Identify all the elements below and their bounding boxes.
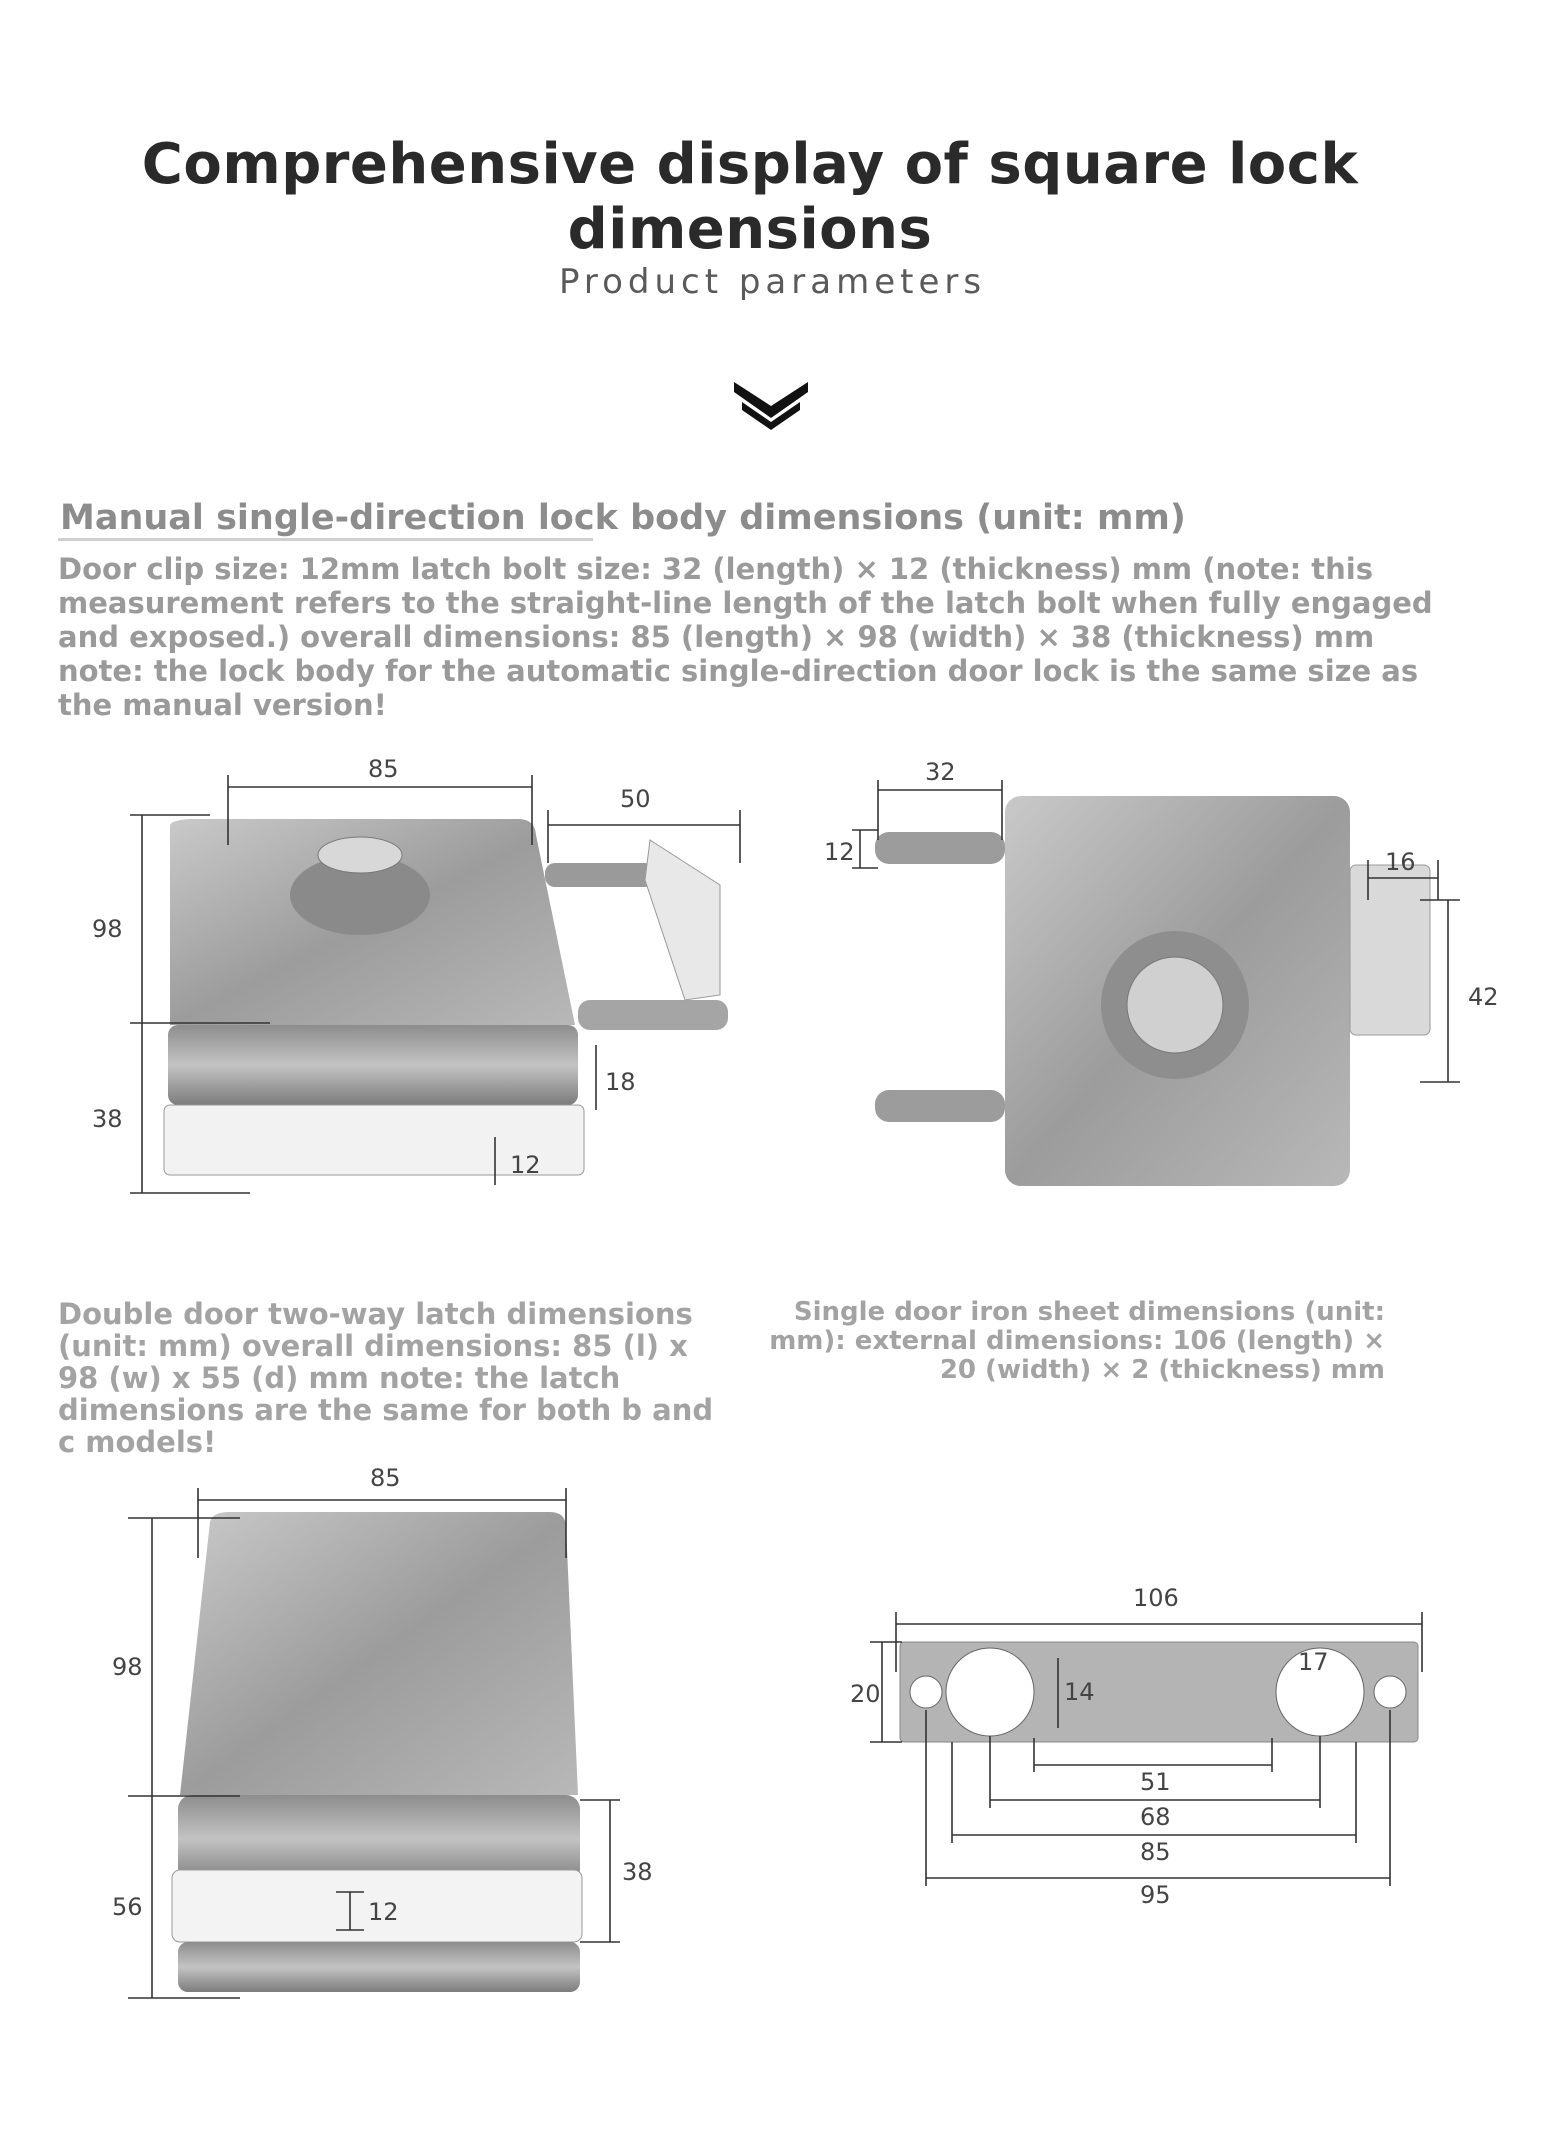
dim-clip-label-3: 12 xyxy=(368,1898,399,1926)
dim-length-label: 106 xyxy=(1133,1584,1179,1612)
dim-width-label-3: 85 xyxy=(370,1464,401,1492)
dim-clip-label: 12 xyxy=(510,1151,541,1179)
dim-bolt-length-label: 32 xyxy=(925,758,956,786)
screw-hole-right xyxy=(1374,1676,1406,1708)
dim-depth-label-3: 38 xyxy=(622,1858,653,1886)
bolt-hole-left xyxy=(946,1648,1034,1736)
dim-d4-label: 95 xyxy=(1140,1881,1171,1909)
dim-clip-gap-label: 18 xyxy=(605,1068,636,1096)
dim-d1-label: 51 xyxy=(1140,1768,1171,1796)
double-door-latch-diagram xyxy=(100,1460,680,2000)
lock-body-dimension-diagram xyxy=(92,745,820,1215)
lock-side-face xyxy=(168,1025,578,1105)
dim-hole-a-label: 14 xyxy=(1064,1678,1095,1706)
dim-height-label: 98 xyxy=(92,915,123,943)
lock-front-dimension-diagram xyxy=(820,760,1500,1200)
dim-strike-height-label: 42 xyxy=(1468,983,1499,1011)
page-title: Comprehensive display of square lock dimensions xyxy=(141,132,1359,262)
dim-bolt-label: 50 xyxy=(620,785,651,813)
bolt-lower xyxy=(875,1090,1005,1122)
dim-strike-width-label: 16 xyxy=(1385,848,1416,876)
screw-hole-left xyxy=(910,1676,942,1708)
section-heading-manual-lock: Manual single-direction lock body dimensions (unit: mm) xyxy=(60,498,1186,538)
dim-width-label-4: 20 xyxy=(850,1680,881,1708)
latch-bolt-lower xyxy=(578,1000,728,1030)
section-body-iron-sheet: Single door iron sheet dimensions (unit: mm): external dimensions: 106 (length) × 20 (width) × 2 (thickness) mm xyxy=(769,1297,1385,1385)
iron-sheet-diagram xyxy=(840,1560,1440,1920)
strike-tab xyxy=(1350,865,1430,1035)
dim-height-label-3: 98 xyxy=(112,1653,143,1681)
strike-plate xyxy=(645,840,720,1000)
dim-depth-label: 38 xyxy=(92,1105,123,1133)
dim-bolt-thickness-label: 12 xyxy=(824,838,855,866)
bolt-upper xyxy=(875,832,1005,864)
dim-d3-label: 85 xyxy=(1140,1838,1171,1866)
dim-depth-lower-label: 56 xyxy=(112,1893,143,1921)
section-body-manual-lock: Door clip size: 12mm latch bolt size: 32 (length) × 12 (thickness) mm (note: this measurement refers to the straight-line length of the latch bolt when fully engaged and exposed.) overall dimensions: 85 (length) × 98 (width) × 38 (thickness) mm note: the lock body for the automatic single-direction door lock is the same size as the manual version! xyxy=(58,552,1433,722)
dim-d2-label: 68 xyxy=(1140,1803,1171,1831)
dim-width-label: 85 xyxy=(368,755,399,783)
heading-underline xyxy=(58,538,593,541)
latch-top-face xyxy=(180,1512,578,1795)
page-subtitle: Product parameters xyxy=(558,262,987,302)
double-chevron-down-icon xyxy=(734,378,808,430)
latch-side-lower xyxy=(178,1942,580,1992)
latch-bolt-upper xyxy=(545,863,655,887)
dim-hole-b-label: 17 xyxy=(1298,1648,1329,1676)
section-body-double-door: Double door two-way latch dimensions (unit: mm) overall dimensions: 85 (l) x 98 (w) x 55 (d) mm note: the latch dimensions are the same for both b and c models! xyxy=(58,1297,714,1459)
